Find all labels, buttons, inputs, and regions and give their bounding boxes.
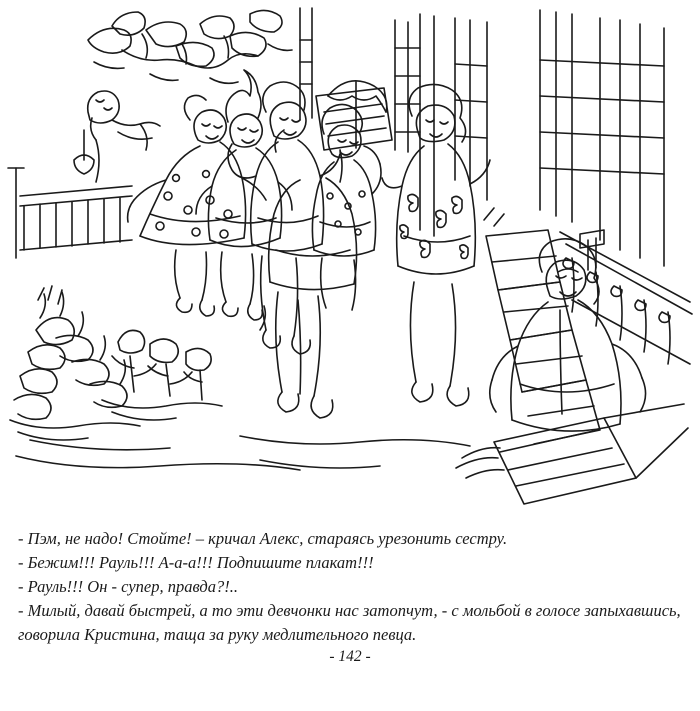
text-line-3: - Рауль!!! Он - супер, правда?!.. <box>18 577 238 596</box>
page-number: - 142 - <box>329 648 371 665</box>
text-line-1: - Пэм, не надо! Стойте! – кричал Алекс, стараясь урезонить сестру. <box>18 529 508 548</box>
text-line-4: - Милый, давай быстрей, а то эти девчонки нас затопчут, - с мольбой в голосе запыхавшись, говорила Кристина, таща за руку медлительного певца. <box>18 601 681 644</box>
text-line-2: - Бежим!!! Рауль!!! А-а-а!!! Подпишите плакат!!! <box>18 553 374 572</box>
body-text <box>18 527 686 647</box>
